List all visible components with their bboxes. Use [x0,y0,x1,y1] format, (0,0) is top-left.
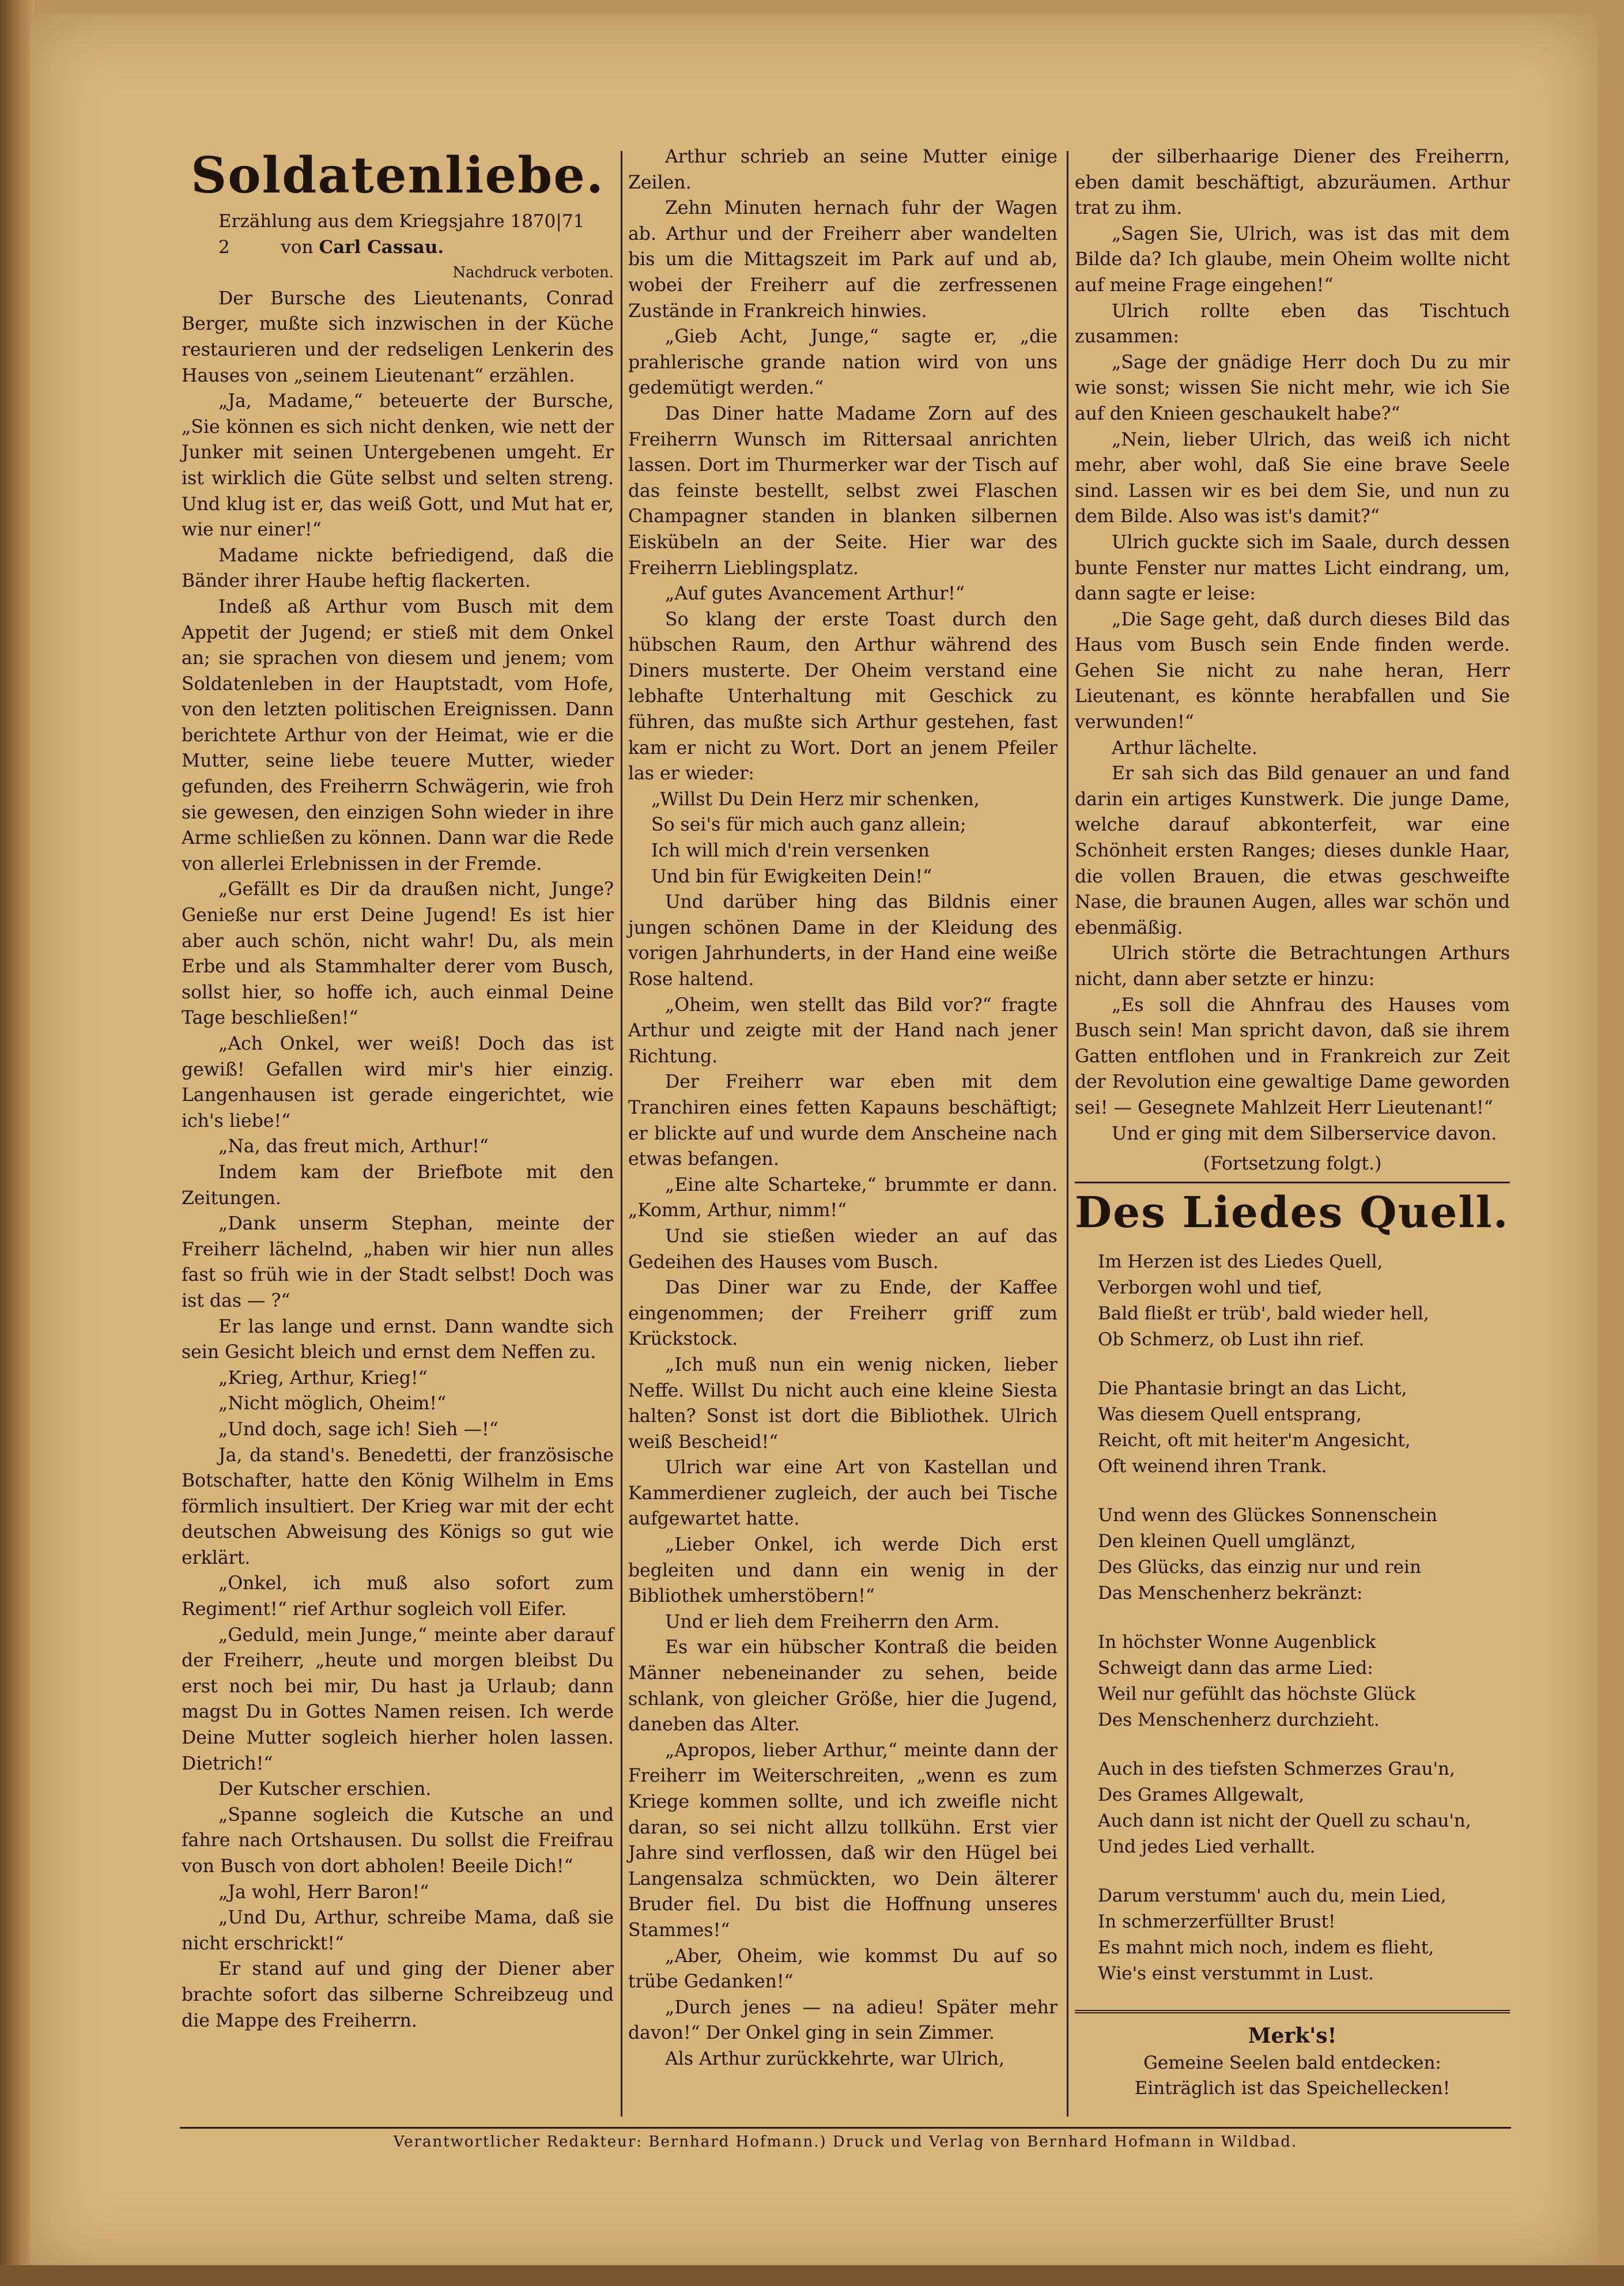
story-paragraph: Das Diner war zu Ende, der Kaffee eingenommen; der Freiherr griff zum Krückstock. [628,1277,1058,1350]
story-paragraph: Er sah sich das Bild genauer an und fand darin ein artiges Kunstwerk. Die junge Dame, welche darauf abkonterfeit, war eine Schönheit ersten Ranges; dieses dunkle Haar, die vollen Brauen, die etwas geschweifte Nase, die braunen Augen, alles war schön und ebenmäßig. [1075,763,1510,938]
story-paragraph: „Und Du, Arthur, schreibe Mama, daß sie nicht erschrickt!“ [182,1907,614,1954]
story-column-3 [1075,144,1510,2101]
story-paragraph: „Ja, Madame,“ beteuerte der Bursche, „Sie können es sich nicht denken, wie nett der Junker mit seinen Untergebenen umgeht. Er ist wirklich die Güte selbst und selten streng. Und klug ist er, das weiß Gott, und Mut hat er, wie nur einer!“ [182,391,614,541]
verse-line: Und bin für Ewigkeiten Dein!“ [651,866,932,887]
story-paragraph: „Nein, lieber Ulrich, das weiß ich nicht mehr, aber wohl, daß Sie eine brave Seele sind. Lassen wir es bei dem Sie, und nun zu dem Bilde. Also was ist's damit?“ [1075,429,1510,527]
poem-line: Ob Schmerz, ob Lust ihn rief. [1098,1329,1365,1350]
story-paragraph: „Auf gutes Avancement Arthur!“ [665,583,965,605]
poem-line: Reicht, oft mit heiter'm Angesicht, [1098,1429,1411,1451]
poem-line: Die Phantasie bringt an das Licht, [1098,1378,1407,1399]
poem-line: Es mahnt mich noch, indem es flieht, [1098,1937,1434,1958]
story-paragraph: Als Arthur zurückkehrte, war Ulrich, [665,2048,1004,2069]
story-paragraph: „Gefällt es Dir da draußen nicht, Junge? Genieße nur erst Deine Jugend! Es ist hier aber auch schön, nicht wahr! Du, als mein Erbe und als Stammhalter derer vom Busch, sollst hier, so hoffe ich, auch einmal Deine Tage beschließen!“ [182,879,614,1029]
poem-stanza [1098,1503,1510,1606]
story-paragraph: Ulrich störte die Betrachtungen Arthurs nicht, dann aber setzte er hinzu: [1075,943,1510,990]
poem-line: In höchster Wonne Augenblick [1098,1631,1376,1653]
column-2-body-continued [628,889,1058,2072]
story-subtitle: Erzählung aus dem Kriegsjahre 1870|71 [218,211,585,232]
poem-line: Schweigt dann das arme Lied: [1098,1657,1373,1678]
story-paragraph: Ja, da stand's. Benedetti, der französische Botschafter, hatte den König Wilhelm in Ems förmlich insultiert. Der Krieg war mit der echt deutschen Abweisung des Königs so gut wie erklärt. [182,1444,614,1568]
story-paragraph: „Ja wohl, Herr Baron!“ [218,1881,429,1903]
poem-line: Des Grames Allgewalt, [1098,1784,1305,1805]
story-paragraph: Ulrich war eine Art von Kastellan und Kammerdiener zugleich, der auch bei Tische aufgewartet hatte. [628,1457,1058,1530]
story-paragraph: „Die Sage geht, daß durch dieses Bild das Haus vom Busch sein Ende finden werde. Gehen Sie nicht zu nahe heran, Herr Lieutenant, es könnte herabfallen und Sie verwunden!“ [1075,609,1510,733]
verse-line: „Willst Du Dein Herz mir schenken, [651,789,980,810]
story-paragraph: Und er ging mit dem Silberservice davon. [1112,1123,1497,1144]
page-bottom-edge [0,2265,1624,2286]
story-paragraph: Indeß aß Arthur vom Busch mit dem Appetit der Jugend; er stieß mit dem Onkel an; sie sprachen von diesem und jenem; vom Soldatenleben in der Hauptstadt, vom Hofe, von den letzten politischen Ereignissen. Dann berichtete Arthur von der Heimat, wie er die Mutter, seine liebe teuere Mutter, wieder gefunden, des Freiherrn Schwägerin, wie froh sie gewesen, den einzigen Sohn wieder in ihre Arme schließen zu können. Dann war die Rede von allerlei Erlebnissen in der Fremde. [182,596,614,874]
merks-line: Gemeine Seelen bald entdecken: [1143,2052,1441,2073]
column-1-body [182,286,614,2034]
story-paragraph: So klang der erste Toast durch den hübschen Raum, den Arthur während des Diners musterte. Der Oheim verstand eine lebhafte Unterhaltung mit Geschick zu führen, das mußte sich Arthur gestehen, fast kam er nicht zu Wort. Dort an jenem Pfeiler las er wieder: [628,609,1058,784]
merks-line: Einträglich ist das Speichellecken! [1134,2077,1451,2099]
poem-line: Des Menschenherz durchzieht. [1098,1709,1380,1730]
author-prefix: von [281,236,314,258]
poem-line: Auch in des tiefsten Schmerzes Grau'n, [1098,1758,1455,1779]
inscription-verse [651,787,1058,889]
story-paragraph: „Na, das freut mich, Arthur!“ [218,1136,489,1157]
story-paragraph: „Ach Onkel, wer weiß! Doch das ist gewiß! Gefallen wird mir's hier einzig. Langenhausen ist gerade eingerichtet, wie ich's liebe!“ [182,1033,614,1131]
story-paragraph: „Krieg, Arthur, Krieg!“ [218,1367,428,1389]
story-paragraph: „Nicht möglich, Oheim!“ [218,1393,447,1414]
story-paragraph: „Aber, Oheim, wie kommst Du auf so trübe Gedanken!“ [628,1945,1058,1993]
continued-note: (Fortsetzung folgt.) [1203,1153,1382,1175]
poem-stanza [1098,1883,1510,1987]
poem-line: Und jedes Lied verhallt. [1098,1836,1316,1857]
section-divider [1075,1182,1510,1183]
poem-title: Des Liedes Quell. [1075,1187,1509,1238]
story-paragraph: Der Bursche des Lieutenants, Conrad Berger, mußte sich inzwischen in der Küche restaurieren und der redseligen Lenkerin des Hauses von „seinem Lieutenant“ erzählen. [182,288,614,386]
story-paragraph: Arthur lächelte. [1112,737,1257,759]
story-paragraph: „Und doch, sage ich! Sieh —!“ [218,1419,498,1440]
story-paragraph: Das Diner hatte Madame Zorn auf des Freiherrn Wunsch im Rittersaal anrichten lassen. Dort im Thurmerker war der Tisch auf das feinste bestellt, selbst zwei Flaschen Champagner standen in blanken silbernen Eiskübeln an der Seite. Hier war des Freiherrn Lieblingsplatz. [628,403,1058,579]
story-column-2 [628,144,1058,2072]
column-3-body [1075,144,1510,1146]
part-number: 2 [218,236,230,258]
poem-line: Das Menschenherz bekränzt: [1098,1582,1363,1604]
column-rule-2 [1067,151,1068,2117]
poem-line: Oft weinend ihren Trank. [1098,1455,1327,1477]
story-paragraph: Es war ein hübscher Kontraß die beiden Männer nebeneinander zu sehen, beide schlank, von gleicher Größe, hier die Jugend, daneben das Alter. [628,1637,1058,1736]
poem-line: Weil nur gefühlt das höchste Glück [1098,1683,1416,1704]
reprint-notice: Nachdruck verboten. [452,264,614,282]
poem-stanza [1098,1249,1510,1353]
story-paragraph: „Onkel, ich muß also sofort zum Regiment!“ rief Arthur sogleich voll Eifer. [182,1573,614,1620]
poem-stanza [1098,1376,1510,1480]
poem-line: Verborgen wohl und tief, [1098,1277,1323,1298]
story-paragraph: „Gieb Acht, Junge,“ sagte er, „die prahlerische grande nation wird von uns gedemütigt werden.“ [628,326,1058,399]
story-paragraph: „Es soll die Ahnfrau des Hauses vom Busch sein! Man spricht davon, daß sie ihrem Gatten entflohen und in Frankreich zur Zeit der Revolution eine gewaltige Dame geworden sei! — Gesegnete Mahlzeit Herr Lieutenant!“ [1075,994,1510,1118]
poem-body [1098,1249,1510,1987]
story-paragraph: „Apropos, lieber Arthur,“ meinte dann der Freiherr im Weiterschreiten, „wenn es zum Kriege kommen sollte, und ich zweifle nicht daran, so sei nicht allzu tollkühn. Erst vier Jahre sind verflossen, daß wir den Hügel bei Langensalza schmückten, wo Dein älterer Bruder fiel. Du bist die Hoffnung unseres Stammes!“ [628,1740,1058,1941]
double-divider [1075,2010,1510,2013]
story-paragraph: Er stand auf und ging der Diener aber brachte sofort das silberne Schreibzeug und die Mappe des Freiherrn. [182,1959,614,2031]
story-paragraph: Zehn Minuten hernach fuhr der Wagen ab. Arthur und der Freiherr aber wandelten bis um die Mittagszeit im Park auf und ab, wobei der Freiherr auf die zerfressenen Zustände in Frankreich hinwies. [628,198,1058,322]
story-paragraph: „Dank unserm Stephan, meinte der Freiherr lächelnd, „haben wir hier nun alles fast so früh wie in der Stadt selbst! Doch was ist das — ?“ [182,1213,614,1311]
story-paragraph: Und er lieh dem Freiherrn den Arm. [665,1611,1000,1632]
story-column-1 [182,144,614,2034]
poem-line: Wie's einst verstummt in Lust. [1098,1963,1374,1984]
poem-line: Den kleinen Quell umglänzt, [1098,1530,1356,1552]
poem-line: Bald fließt er trüb', bald wieder hell, [1098,1303,1429,1324]
story-paragraph: Und darüber hing das Bildnis einer jungen schönen Dame in der Kleidung des vorigen Jahrhunderts, in der Hand eine weiße Rose haltend. [628,892,1058,990]
story-paragraph: „Eine alte Scharteke,“ brummte er dann. „Komm, Arthur, nimm!“ [628,1174,1058,1221]
story-paragraph: Arthur schrieb an seine Mutter einige Zeilen. [628,146,1058,193]
column-2-body [628,144,1058,787]
poem-line: Auch dann ist nicht der Quell zu schau'n, [1098,1810,1471,1831]
poem-stanza [1098,1629,1510,1733]
story-paragraph: „Durch jenes — na adieu! Später mehr davon!“ Der Onkel ging in sein Zimmer. [628,1997,1058,2044]
story-paragraph: Ulrich guckte sich im Saale, durch dessen bunte Fenster nur mattes Licht eindrang, um, dann sagte er leise: [1075,531,1510,605]
story-paragraph: Madame nickte befriedigend, daß die Bänder ihrer Haube heftig flackerten. [182,545,614,592]
story-byline [182,235,614,261]
story-paragraph: Und sie stießen wieder an auf das Gedeihen des Hauses vom Busch. [628,1225,1058,1273]
story-paragraph: „Lieber Onkel, ich werde Dich erst begleiten und dann ein wenig in der Bibliothek umherstöbern!“ [628,1534,1058,1607]
story-paragraph: Ulrich rollte eben das Tischtuch zusammen: [1075,300,1510,348]
story-paragraph: „Ich muß nun ein wenig nicken, lieber Neffe. Willst Du nicht auch eine kleine Siesta halten? Sonst ist dort die Bibliothek. Ulrich weiß Bescheid!“ [628,1354,1058,1453]
poem-line: Des Glücks, das einzig nur und rein [1098,1556,1421,1578]
footer-rule [180,2127,1511,2129]
poem-line: In schmerzerfüllter Brust! [1098,1911,1336,1932]
column-rule-1 [621,151,622,2117]
story-paragraph: Er las lange und ernst. Dann wandte sich sein Gesicht bleich und ernst dem Neffen zu. [182,1316,614,1363]
poem-line: Darum verstumm' auch du, mein Lied, [1098,1885,1447,1906]
verse-line: So sei's für mich auch ganz allein; [651,814,966,836]
book-spine [0,0,35,2286]
story-paragraph: „Oheim, wen stellt das Bild vor?“ fragte Arthur und zeigte mit der Hand nach jener Richtung. [628,994,1058,1067]
story-title: Soldatenliebe. [191,146,605,205]
poem-line: Im Herzen ist des Liedes Quell, [1098,1251,1383,1272]
imprint-footer: Verantwortlicher Redakteur: Bernhard Hofmann.) Druck und Verlag von Bernhard Hofmann in Wildbad. [393,2133,1298,2151]
story-paragraph: „Geduld, mein Junge,“ meinte aber darauf der Freiherr, „heute und morgen bleibst Du erst noch bei mir, Du hast ja Urlaub; dann magst Du in Gottes Namen reisen. Ich werde Deine Mutter sogleich hierher holen lassen. Dietrich!“ [182,1624,614,1774]
story-paragraph: „Sagen Sie, Ulrich, was ist das mit dem Bilde da? Ich glaube, mein Oheim wollte nicht auf meine Frage eingehen!“ [1075,223,1510,296]
verse-line: Ich will mich d'rein versenken [651,840,930,862]
story-paragraph: der silberhaarige Diener des Freiherrn, eben damit beschäftigt, abzuräumen. Arthur trat zu ihm. [1075,146,1510,219]
story-paragraph: „Sage der gnädige Herr doch Du zu mir wie sonst; wissen Sie nicht mehr, wie ich Sie auf den Knieen geschaukelt habe?“ [1075,352,1510,424]
story-paragraph: Indem kam der Briefbote mit den Zeitungen. [182,1161,614,1209]
poem-stanza [1098,1756,1510,1860]
story-paragraph: Der Kutscher erschien. [218,1779,432,1800]
story-paragraph: Der Freiherr war eben mit dem Tranchiren eines fetten Kapauns beschäftigt; er blickte auf und wurde dem Anscheine nach etwas befangen. [628,1072,1058,1170]
poem-line: Was diesem Quell entsprang, [1098,1404,1362,1425]
story-author: Carl Cassau. [319,236,444,258]
merks-title: Merk's! [1248,2023,1337,2048]
merks-body [1075,2050,1510,2101]
poem-line: Und wenn des Glückes Sonnenschein [1098,1504,1437,1526]
story-paragraph: „Spanne sogleich die Kutsche an und fahre nach Ortshausen. Du sollst die Freifrau von Busch von dort abholen! Beeile Dich!“ [182,1804,614,1877]
